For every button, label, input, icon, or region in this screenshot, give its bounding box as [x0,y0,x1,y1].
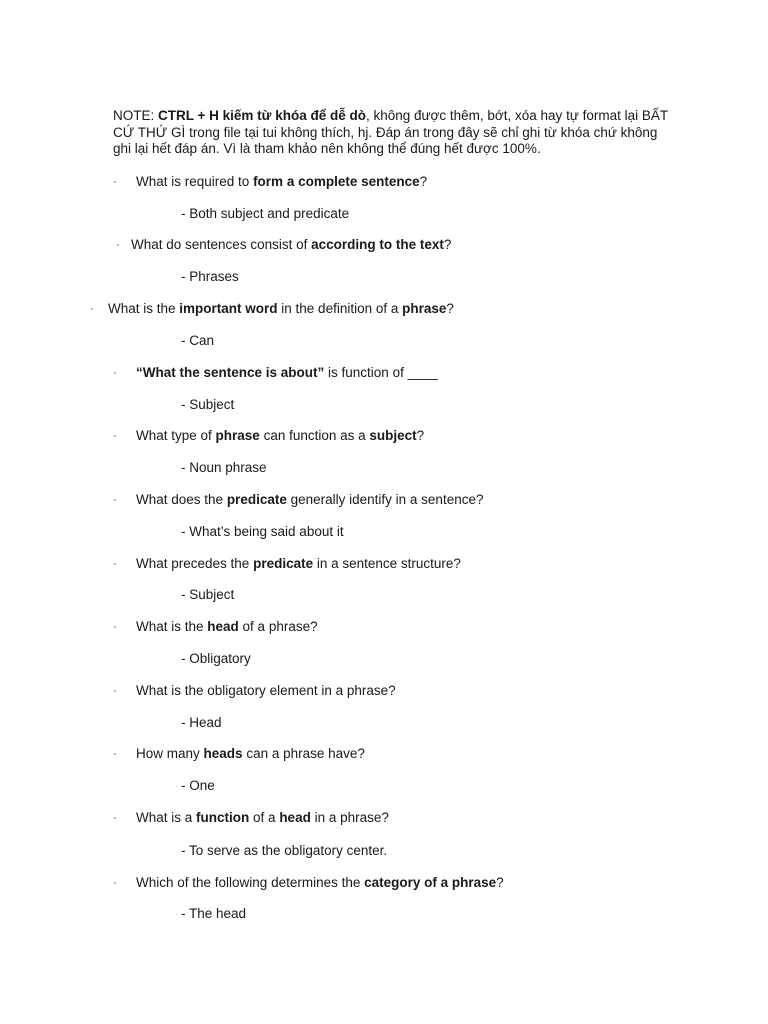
question-keyword: predicate [226,492,287,507]
question-segment: What do sentences consist of [131,237,312,252]
question-segment: What type of [136,428,216,443]
question-keyword: subject [369,428,417,443]
bullet-marker: · [113,877,117,889]
question-segment: in a phrase? [310,810,389,825]
question-segment: ? [443,237,452,252]
question-keyword: important word [179,301,278,316]
question-text [136,683,396,699]
question-segment: What is a [136,810,197,825]
question-segment: ? [446,301,454,316]
question-text [136,746,365,762]
question-text [136,492,483,508]
question-keyword: form a complete sentence [253,174,420,189]
question-text [108,301,454,317]
note-prefix: NOTE: [113,108,159,123]
bullet-marker: · [113,748,117,760]
answer-text: - What’s being said about it [181,524,344,539]
note-keyword-hint: CTRL + H kiếm từ khóa để dễ dò [158,108,366,123]
question-segment: What is the [108,301,180,316]
question-segment: What is the obligatory element in a phrase? [136,683,396,698]
question-segment: What precedes the [136,556,254,571]
question-text [136,810,389,826]
question-keyword: predicate [253,556,314,571]
question-segment: ? [419,174,428,189]
bullet-marker: · [113,812,117,824]
question-segment: What does the [136,492,227,507]
question-segment: can function as a [259,428,370,443]
question-text [136,619,318,635]
bullet-marker: · [113,621,117,633]
answer-text: - The head [181,906,247,921]
answer-text: - One [181,778,215,793]
question-keyword: category of a phrase [364,875,497,890]
question-keyword: head [207,619,239,634]
question-segment: What is required to [136,174,254,189]
question-segment: in the definition of a [277,301,403,316]
question-text [136,428,424,444]
answer-text: - Subject [181,587,235,602]
answer-text: - Both subject and predicate [181,206,350,221]
bullet-marker: · [113,685,117,697]
question-segment: is function of ____ [324,365,438,380]
question-text [131,237,451,253]
answer-text: - Obligatory [181,651,251,666]
answer-text: - Phrases [181,269,239,284]
bullet-marker: · [116,239,120,251]
question-segment: in a sentence structure? [313,556,461,571]
question-keyword: head [279,810,311,825]
question-text [136,556,461,572]
question-keyword: phrase [402,301,447,316]
question-segment: ? [496,875,504,890]
note-paragraph [113,108,673,158]
answer-text: - Subject [181,397,235,412]
question-segment: ? [416,428,425,443]
bullet-marker: · [113,430,117,442]
question-segment: What is the [136,619,208,634]
bullet-marker: · [113,494,117,506]
answer-text: - Noun phrase [181,460,267,475]
note-body: , không được thêm, bớt, xóa hay tự format lại BẤT CỨ THỨ GÌ trong file tại tui không thích, hj. Đáp án trong đây sẽ chỉ ghi từ khóa chứ không ghi lại hết đáp án. Vì là tham khảo nên không thể đúng hết được 100%. [113,108,668,156]
question-segment: can a phrase have? [242,746,365,761]
question-keyword: function [196,810,250,825]
bullet-marker: · [90,303,94,315]
question-text [136,875,504,891]
answer-text: - Can [181,333,215,348]
question-text [136,365,438,381]
question-segment: of a phrase? [238,619,318,634]
bullet-marker: · [113,176,117,188]
question-keyword: heads [203,746,243,761]
answer-text: - To serve as the obligatory center. [181,843,388,858]
question-segment: generally identify in a sentence? [286,492,484,507]
question-segment: of a [249,810,280,825]
question-segment: How many [136,746,204,761]
bullet-marker: · [113,367,117,379]
question-keyword: according to the text [311,237,444,252]
question-segment: Which of the following determines the [136,875,365,890]
question-keyword: “What the sentence is about” [136,365,325,380]
question-keyword: phrase [215,428,260,443]
answer-text: - Head [181,715,222,730]
question-text [136,174,427,190]
bullet-marker: · [113,558,117,570]
